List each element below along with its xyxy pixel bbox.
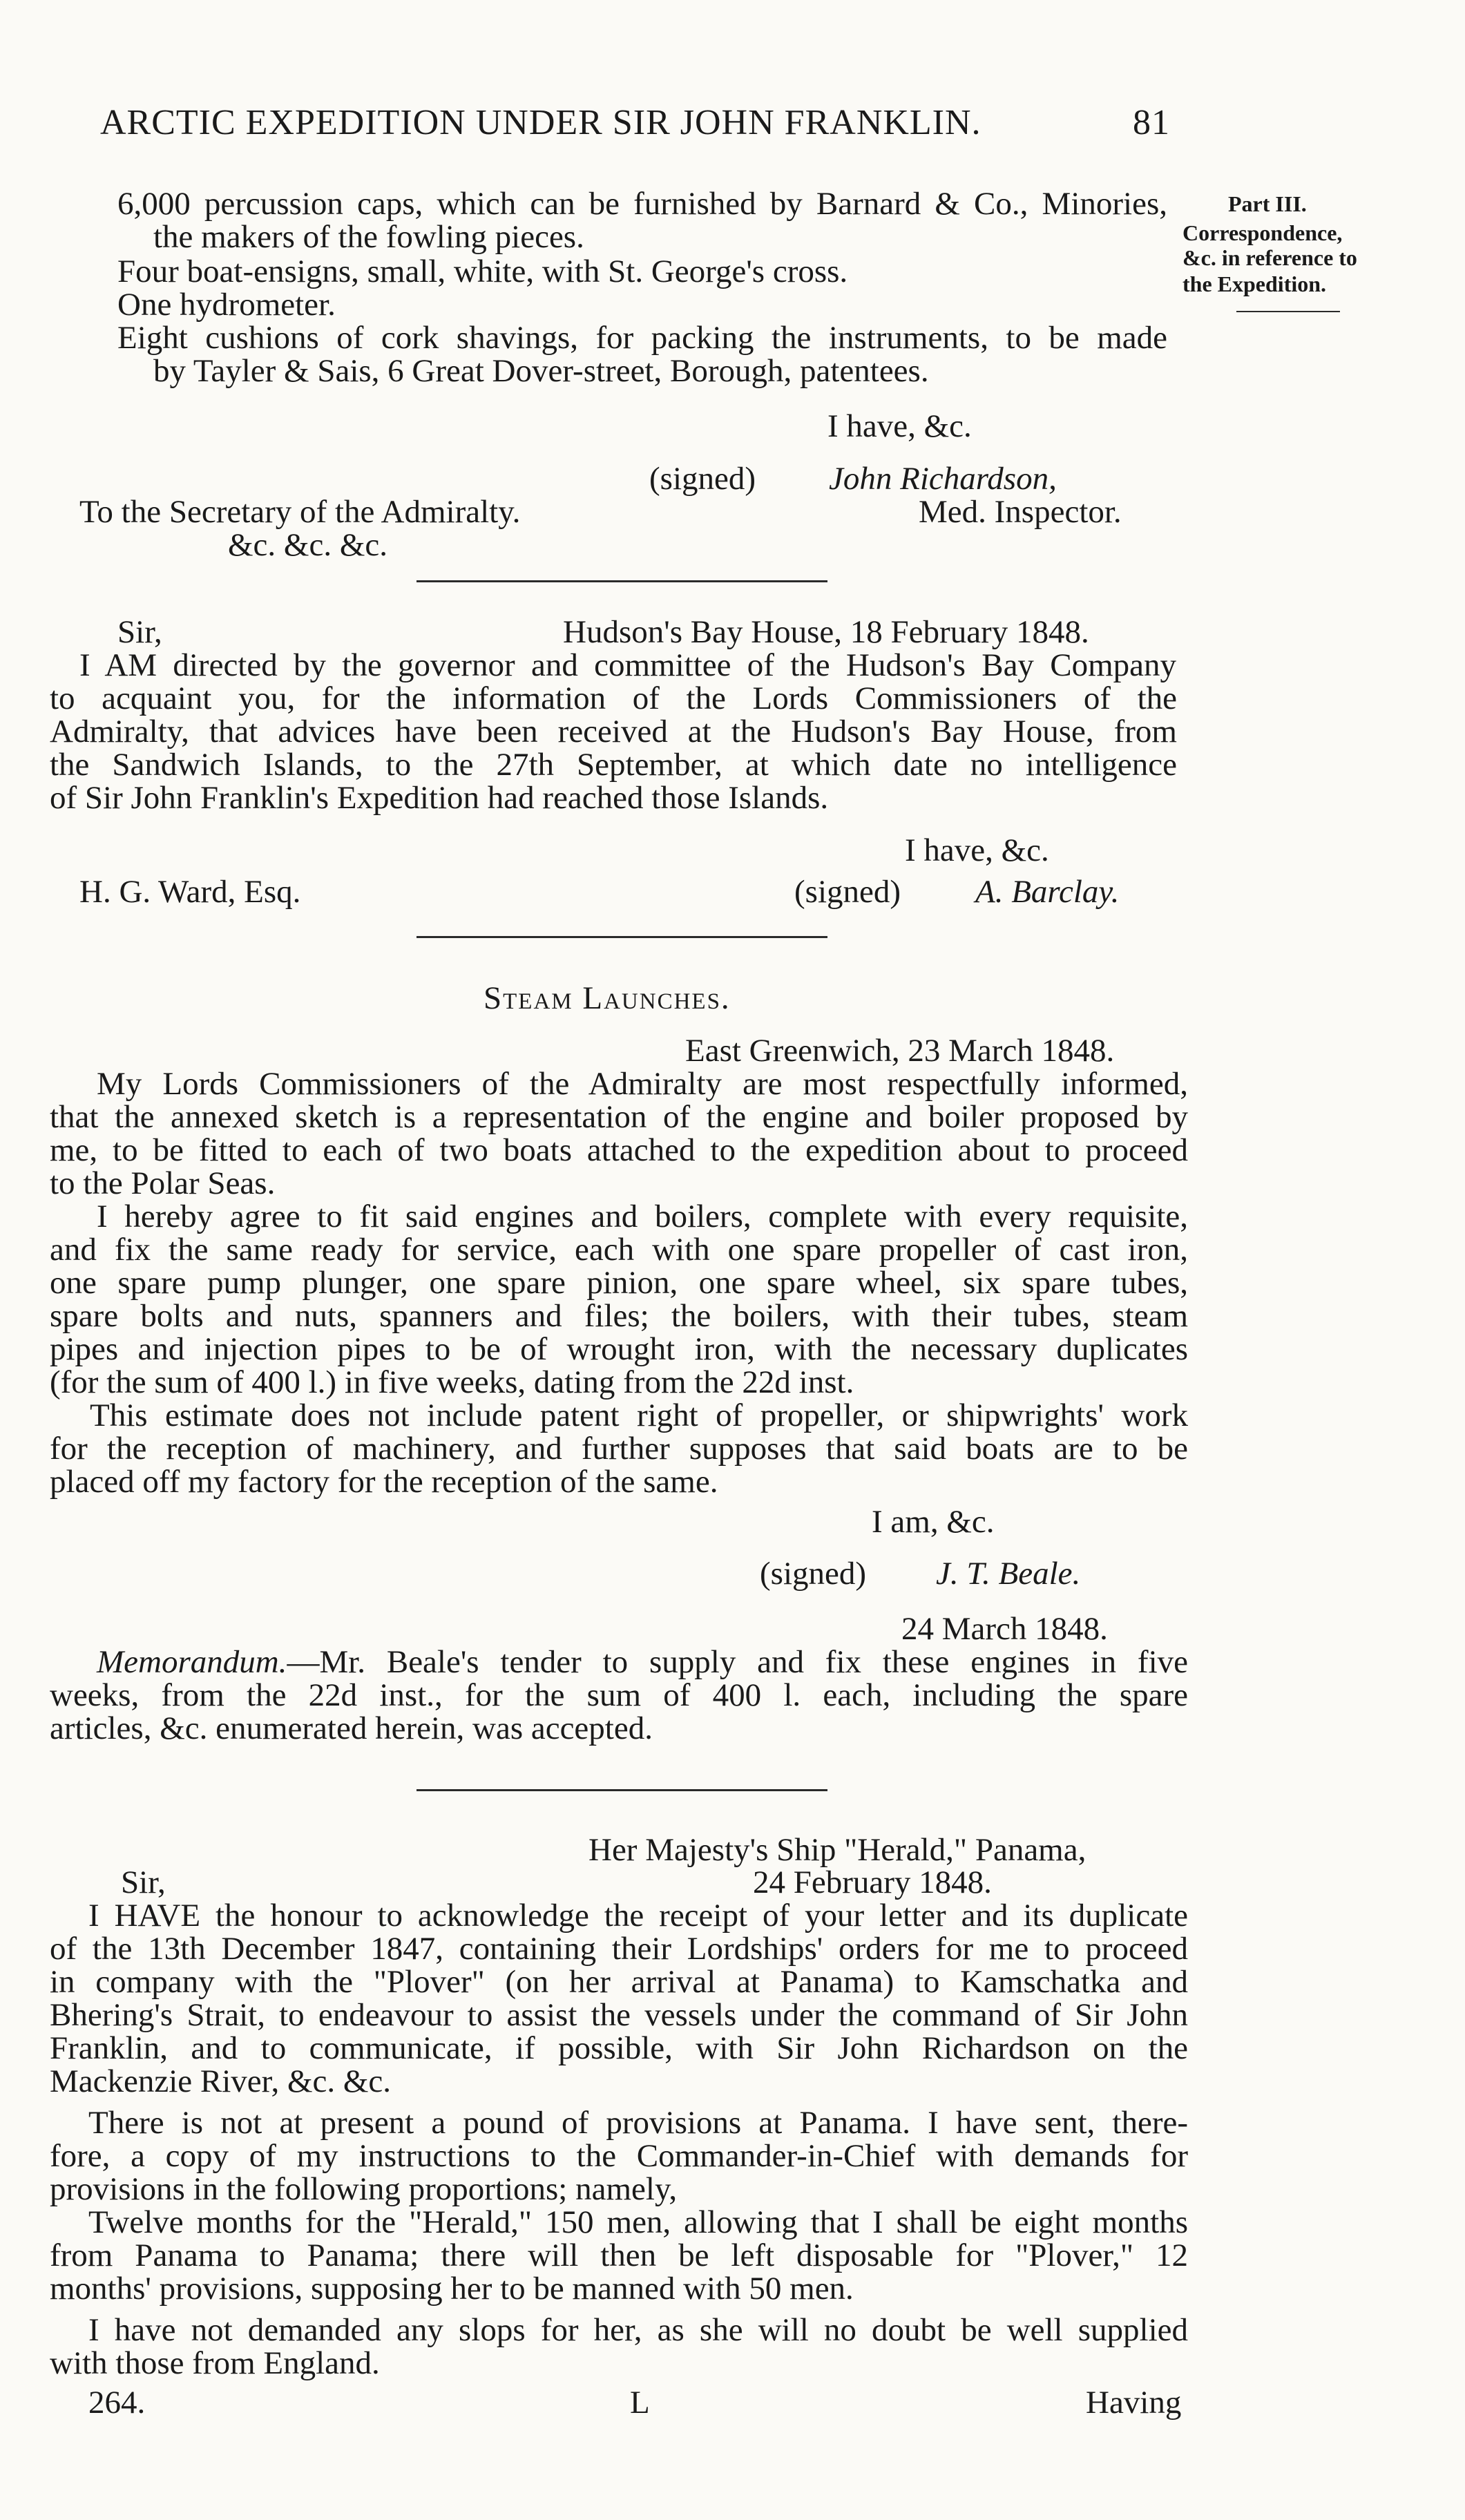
sidenote-rule <box>1236 311 1340 312</box>
section-rule <box>416 936 827 938</box>
text-line: placed off my factory for the reception of the same. <box>50 1464 718 1500</box>
signer-name: J. T. Beale. <box>936 1556 1081 1592</box>
text-line: I AM directed by the governor and committee of the Hudson's Bay Company <box>79 647 1176 683</box>
text-line: provisions in the following proportions; namely, <box>50 2171 678 2207</box>
section-rule <box>416 1789 827 1791</box>
running-title: ARCTIC EXPEDITION UNDER SIR JOHN FRANKLIN. <box>100 103 982 142</box>
text-line: of the 13th December 1847, containing their Lordships' orders for me to proceed <box>50 1931 1188 1967</box>
text-line: Mackenzie River, &c. &c. <box>50 2063 392 2099</box>
text-line: and fix the same ready for service, each with one spare propeller of cast iron, <box>50 1232 1188 1268</box>
text-line: —Mr. Beale's tender to supply and fix these engines in five <box>287 1644 1188 1680</box>
signer-name: A. Barclay. <box>975 874 1120 910</box>
closing: I have, &c. <box>827 408 972 444</box>
text-line: This estimate does not include patent right of propeller, or shipwrights' work <box>90 1397 1188 1433</box>
text-line: in company with the "Plover" (on her arrival at Panama) to Kamschatka and <box>50 1964 1188 2000</box>
signed-label: (signed) <box>794 874 901 910</box>
text-line: Franklin, and to communicate, if possible, with Sir John Richardson on the <box>50 2030 1188 2066</box>
memo-first-line <box>97 1646 1188 1679</box>
print-number: 264. <box>88 2385 146 2421</box>
text-line: Eight cushions of cork shavings, for packing the instruments, to be made <box>117 320 1167 356</box>
closing: I have, &c. <box>905 832 1049 868</box>
text-line: me, to be fitted to each of two boats attached to the expedition about to proceed <box>50 1132 1188 1168</box>
addressee: H. G. Ward, Esq. <box>79 874 301 910</box>
text-line: Admiralty, that advices have been received at the Hudson's Bay House, from <box>50 714 1177 750</box>
text-line: One hydrometer. <box>117 287 336 323</box>
text-line: articles, &c. enumerated herein, was accepted. <box>50 1710 653 1746</box>
addressee-etc: &c. &c. &c. <box>228 527 388 563</box>
text-line: the makers of the fowling pieces. <box>153 219 584 255</box>
text-line: weeks, from the 22d inst., for the sum of 400 l. each, including the spare <box>50 1677 1188 1713</box>
text-line: from Panama to Panama; there will then be left disposable for "Plover," 12 <box>50 2237 1188 2273</box>
text-line: Four boat-ensigns, small, white, with St. George's cross. <box>117 254 848 289</box>
sidenote-line: Part III. <box>1228 191 1307 216</box>
text-line: Twelve months for the "Herald," 150 men, allowing that I shall be eight months <box>88 2204 1188 2240</box>
text-line: with those from England. <box>50 2345 380 2381</box>
letter-date: 24 February 1848. <box>753 1864 992 1900</box>
page-number: 81 <box>1133 103 1170 142</box>
text-line: (for the sum of 400 l.) in five weeks, dating from the 22d inst. <box>50 1364 854 1400</box>
signed-label: (signed) <box>649 461 756 497</box>
place: Her Majesty's Ship "Herald," Panama, <box>588 1832 1086 1868</box>
text-line: for the reception of machinery, and further supposes that said boats are to be <box>50 1431 1188 1467</box>
text-line: I HAVE the honour to acknowledge the receipt of your letter and its duplicate <box>88 1898 1188 1934</box>
place-date: East Greenwich, 23 March 1848. <box>685 1033 1115 1069</box>
text-line: months' provisions, supposing her to be manned with 50 men. <box>50 2271 854 2307</box>
signature-mark: L <box>630 2385 650 2421</box>
catchword: Having <box>1086 2385 1182 2421</box>
salutation: Sir, <box>121 1864 166 1900</box>
text-line: to acquaint you, for the information of the Lords Commissioners of the <box>50 680 1177 716</box>
addressee: To the Secretary of the Admiralty. <box>79 494 521 530</box>
text-line: by Tayler & Sais, 6 Great Dover-street, Borough, patentees. <box>153 353 929 389</box>
text-line: Bhering's Strait, to endeavour to assist the vessels under the command of Sir John <box>50 1997 1188 2033</box>
text-line: to the Polar Seas. <box>50 1165 276 1201</box>
text-line: There is not at present a pound of provisions at Panama. I have sent, there- <box>88 2105 1188 2141</box>
sidenote-line: &c. in reference to <box>1182 245 1357 270</box>
text-line: of Sir John Franklin's Expedition had reached those Islands. <box>50 780 829 816</box>
sidenote-line: the Expedition. <box>1182 271 1327 296</box>
section-heading: Steam Launches. <box>483 980 731 1016</box>
sidenote-line: Correspondence, <box>1182 220 1343 245</box>
text-line: I hereby agree to fit said engines and boilers, complete with every requisite, <box>97 1199 1188 1234</box>
signer-title: Med. Inspector. <box>919 494 1122 530</box>
signer-name: John Richardson, <box>829 461 1057 497</box>
text-line: spare bolts and nuts, spanners and files; the boilers, with their tubes, steam <box>50 1298 1188 1334</box>
text-line: that the annexed sketch is a representation of the engine and boiler proposed by <box>50 1099 1188 1135</box>
place-date: Hudson's Bay House, 18 February 1848. <box>563 614 1089 650</box>
text-line: I have not demanded any slops for her, as she will no doubt be well supplied <box>88 2312 1188 2348</box>
memo-date: 24 March 1848. <box>901 1611 1108 1647</box>
closing: I am, &c. <box>872 1504 995 1540</box>
signed-label: (signed) <box>760 1556 867 1592</box>
text-line: the Sandwich Islands, to the 27th September, at which date no intelligence <box>50 747 1177 783</box>
text-line: fore, a copy of my instructions to the Commander-in-Chief with demands for <box>50 2138 1188 2174</box>
text-line: 6,000 percussion caps, which can be furnished by Barnard & Co., Minories, <box>117 186 1167 222</box>
text-line: pipes and injection pipes to be of wrought iron, with the necessary duplicates <box>50 1331 1188 1367</box>
memo-label: Memorandum. <box>97 1644 287 1680</box>
text-line: one spare pump plunger, one spare pinion, one spare wheel, six spare tubes, <box>50 1265 1188 1301</box>
salutation: Sir, <box>117 614 162 650</box>
section-rule <box>416 580 827 582</box>
text-line: My Lords Commissioners of the Admiralty are most respectfully informed, <box>97 1066 1188 1102</box>
